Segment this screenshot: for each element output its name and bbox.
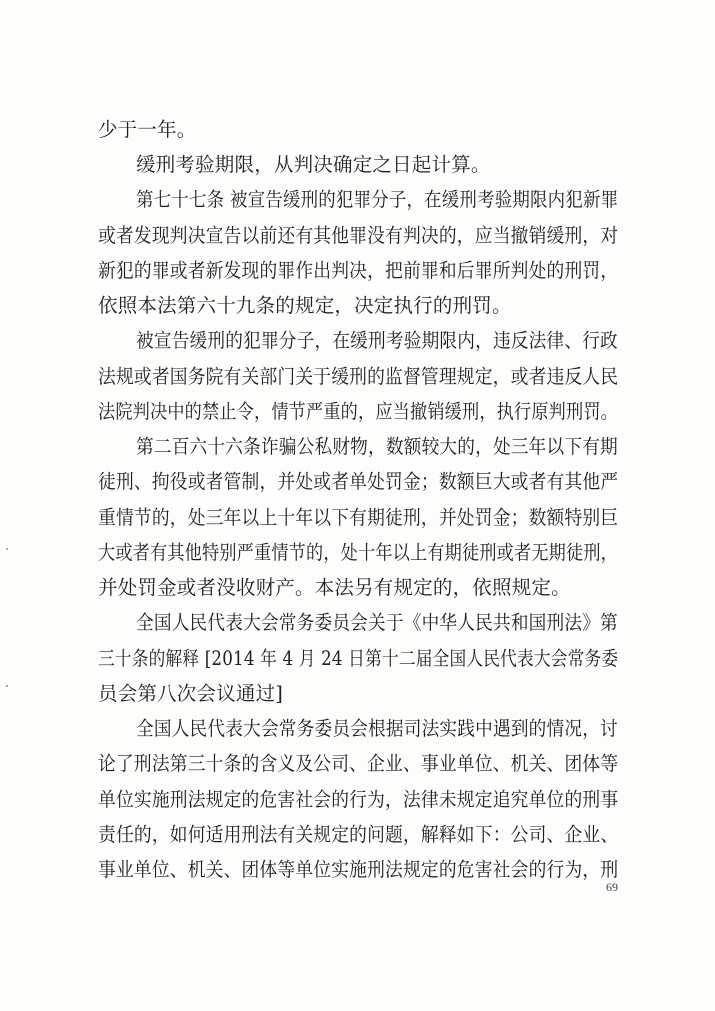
text-line: 论了刑法第三十条的含义及公司、企业、事业单位、机关、团体等 xyxy=(98,752,619,775)
text-line: 法院判决中的禁止令，情节严重的，应当撤销缓刑，执行原判刑罚。 xyxy=(98,400,619,423)
text-line: 全国人民代表大会常务委员会关于《中华人民共和国刑法》第 xyxy=(136,611,618,634)
text-line: 重情节的，处三年以上十年以下有期徒刑，并处罚金；数额特别巨 xyxy=(98,506,619,529)
text-line: 法规或者国务院有关部门关于缓刑的监督管理规定，或者违反人民 xyxy=(98,365,619,388)
text-line: 三十条的解释 [2014 年 4 月 24 日第十二届全国人民代表大会常务委 xyxy=(98,647,619,670)
text-line: 第七十七条 被宣告缓刑的犯罪分子，在缓刑考验期限内犯新罪 xyxy=(136,188,619,211)
text-line: 单位实施刑法规定的危害社会的行为，法律未规定追究单位的刑事 xyxy=(98,788,619,811)
text-line: 全国人民代表大会常务委员会根据司法实践中遇到的情况，讨 xyxy=(136,717,618,740)
text-line: 员会第八次会议通过] xyxy=(98,682,284,705)
text-line: 依照本法第六十九条的规定，决定执行的刑罚。 xyxy=(98,294,512,317)
scan-speck xyxy=(6,685,8,687)
text-line: 第二百六十六条诈骗公私财物，数额较大的，处三年以下有期 xyxy=(136,435,618,458)
text-line: 大或者有其他特别严重情节的，处十年以上有期徒刑或者无期徒刑， xyxy=(98,541,619,564)
text-line: 或者发现判决宣告以前还有其他罪没有判决的，应当撤销缓刑，对 xyxy=(98,224,619,247)
text-line: 少于一年。 xyxy=(98,118,197,141)
text-line: 徒刑、拘役或者管制，并处或者单处罚金；数额巨大或者有其他严 xyxy=(98,470,619,493)
scan-speck xyxy=(6,548,8,550)
text-line: 责任的，如何适用刑法有关规定的问题，解释如下：公司、企业、 xyxy=(98,823,619,846)
page-number: 69 xyxy=(606,880,618,894)
text-line: 并处罚金或者没收财产。本法另有规定的，依照规定。 xyxy=(98,576,571,599)
text-line: 缓刑考验期限，从判决确定之日起计算。 xyxy=(136,153,491,176)
text-line: 被宣告缓刑的犯罪分子，在缓刑考验期限内，违反法律、行政 xyxy=(136,329,618,352)
text-line: 新犯的罪或者新发现的罪作出判决，把前罪和后罪所判处的刑罚， xyxy=(98,259,619,282)
text-line: 事业单位、机关、团体等单位实施刑法规定的危害社会的行为，刑 xyxy=(98,858,619,881)
